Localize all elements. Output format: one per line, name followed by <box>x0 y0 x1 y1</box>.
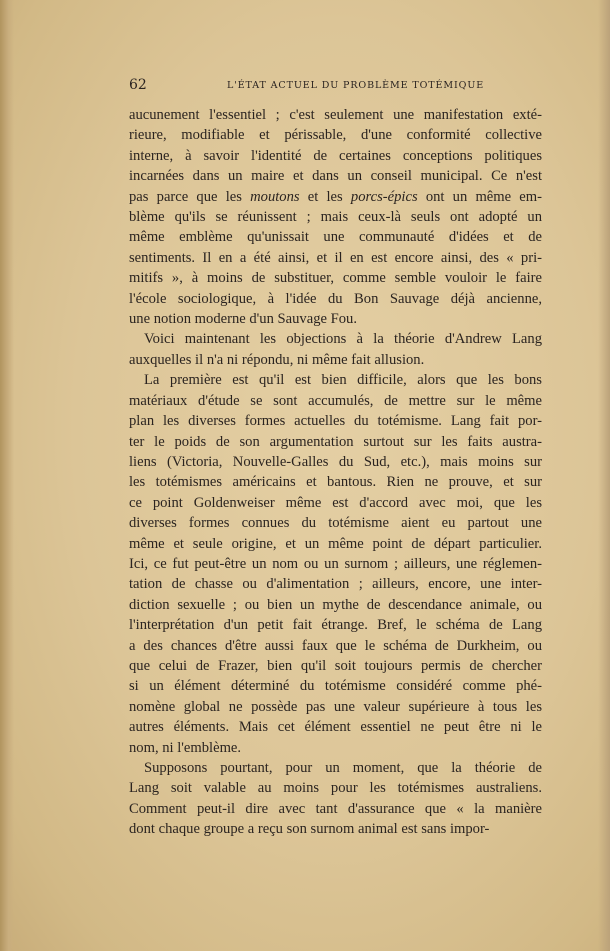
text-line: diction sexuelle ; ou bien un mythe de descendance animale, ou <box>129 596 542 613</box>
paragraph <box>129 329 542 370</box>
text-line: La première est qu'il est bien difficile, alors que les bons <box>144 372 542 389</box>
text-line: une notion moderne d'un Sauvage Fou. <box>129 311 357 328</box>
text-line: Voici maintenant les objections à la théorie d'Andrew Lang <box>144 331 542 348</box>
body-text <box>129 105 542 840</box>
text-line: Supposons pourtant, pour un moment, que la théorie de <box>144 760 542 776</box>
text-line: l'interprétation d'un petit fait étrange. Bref, le schéma de Lang <box>129 617 542 634</box>
text-line: liens (Victoria, Nouvelle-Galles du Sud, etc.), mais moins sur <box>129 453 542 470</box>
text-line: dont chaque groupe a reçu son surnom animal est sans impor- <box>129 821 490 838</box>
text-line: même emblème qu'unissait une communauté d'idées et de <box>129 229 542 246</box>
paragraph <box>129 105 542 329</box>
text-line: l'école sociologique, à l'idée du Bon Sauvage déjà ancienne, <box>129 290 542 307</box>
text-line: sentiments. Il en a été ainsi, et il en est encore ainsi, des « pri- <box>129 249 542 266</box>
text-line: matériaux d'étude se sont accumulés, de mettre sur le même <box>129 392 542 409</box>
text-line: les totémismes américains et bantous. Rien ne prouve, et sur <box>129 474 542 491</box>
text-line: si un élément déterminé du totémisme considéré comme phé- <box>129 678 542 695</box>
text-line: diverses formes connues du totémisme aient eu partout une <box>129 515 542 532</box>
text-line: rieure, modifiable et périssable, d'une conformité collective <box>129 127 542 144</box>
text-line: incarnées dans un maire et dans un conseil municipal. Ce n'est <box>129 168 542 185</box>
page-edge-shadow <box>598 0 610 951</box>
text-line: Comment peut-il dire avec tant d'assurance que « la manière <box>129 800 542 817</box>
paragraph <box>129 758 542 840</box>
text-line: blème qu'ils se réunissent ; mais ceux-là seuls ont adopté un <box>129 209 542 226</box>
text-line: que celui de Frazer, bien qu'il soit toujours permis de chercher <box>129 657 542 674</box>
text-line: tation de chasse ou d'alimentation ; ailleurs, encore, une inter- <box>129 576 542 593</box>
page-number: 62 <box>129 77 147 93</box>
text-line: auxquelles il n'a ni répondu, ni même fait allusion. <box>129 351 425 368</box>
text-line: ter le poids de son argumentation surtout sur les faits austra- <box>129 433 542 450</box>
text-line: Ici, ce fut peut-être un nom ou un surnom ; ailleurs, une réglemen- <box>129 555 542 572</box>
text-line: mitifs », à moins de substituer, comme semble vouloir le faire <box>129 270 542 287</box>
text-line: autres éléments. Mais cet élément essentiel ne peut être ni le <box>129 719 542 736</box>
text-line: nom, ni l'emblème. <box>129 739 242 756</box>
text-line: interne, à savoir l'identité de certaines conceptions politiques <box>129 147 542 164</box>
paragraph <box>129 370 542 758</box>
text-line: aucunement l'essentiel ; c'est seulement une manifestation exté- <box>129 107 542 123</box>
running-title: L'ÉTAT ACTUEL DU PROBLÈME TOTÉMIQUE <box>227 80 485 91</box>
text-line: pas parce que les moutons et les porcs-épics ont un même em- <box>129 188 542 205</box>
text-line: ce point Goldenweiser même est d'accord avec moi, que les <box>129 494 542 511</box>
text-line: Lang soit valable au moins pour les totémismes australiens. <box>129 780 542 797</box>
book-binding-shadow <box>0 0 14 951</box>
text-line: nomène global ne possède pas une valeur supérieure à tous les <box>129 698 542 715</box>
page-header <box>129 77 542 97</box>
text-line: plan les diverses formes actuelles du totémisme. Lang fait por- <box>129 413 542 430</box>
text-line: a des chances d'être aussi faux que le schéma de Durkheim, ou <box>129 637 542 654</box>
text-line: même et seule origine, et un même point de départ particulier. <box>129 535 542 552</box>
